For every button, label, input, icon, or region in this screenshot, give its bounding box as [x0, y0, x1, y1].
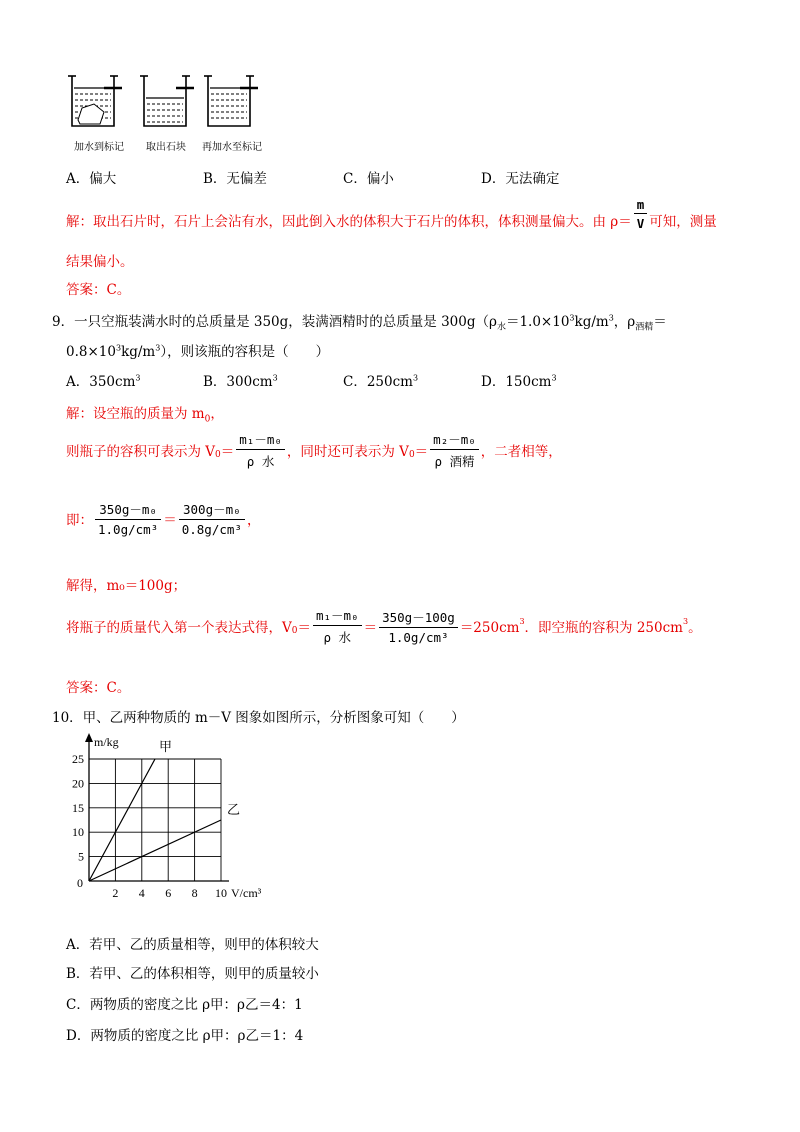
series-name-label-1: 乙 — [227, 803, 241, 818]
x-tick-label-4: 4 — [138, 886, 145, 900]
q9-solution-line1: 解：设空瓶的质量为 $m_0$， — [66, 406, 224, 425]
y-tick-label-10: 10 — [72, 825, 84, 840]
y-tick-label-15: 15 — [72, 800, 84, 815]
q8-solution-text-end: 可知，测量 — [649, 214, 717, 230]
x-tick-label-8: 8 — [191, 886, 198, 900]
y-axis-label: m/kg — [94, 735, 119, 749]
q8-option-b: B．无偏差 — [203, 171, 267, 187]
q9-solution-line2: 则瓶子的容积可表示为 $V_0=$ $\frac{\text{m₁－m₀}}{\text{ρ 水}}$ ，同时还可表示为 $V_0=$ $\frac{\text{m₂－m₀}}{\text{ρ 酒精}}$ ，二者相等， — [66, 432, 562, 469]
x-tick-label-10: 10 — [215, 886, 227, 900]
series-line-0 — [89, 759, 155, 881]
beakers-figure — [66, 70, 286, 138]
q8-option-c: C．偏小 — [343, 171, 394, 187]
series-name-label-0: 甲 — [159, 740, 173, 755]
q10-option-a: A．若甲、乙的质量相等，则甲的体积较大 — [66, 937, 319, 953]
x-tick-label-6: 6 — [165, 886, 172, 900]
beaker-caption-3: 再加水至标记 — [202, 142, 262, 153]
q9-solution-line3: 即： $\frac{\text{350g－m₀}}{\text{1.0g/cm³}}$ ＝ $\frac{\text{300g－m₀}}{\text{0.8g/cm³}}$ ， — [66, 502, 261, 537]
q9-option-d: D．$150cm^3$ — [481, 373, 557, 390]
q9-option-b: B．$300cm^3$ — [203, 373, 278, 390]
beaker-3-icon — [204, 76, 258, 126]
beaker-1-icon — [68, 76, 122, 126]
q9-fraction-5: $\frac{\text{m₁－m₀}}{\text{ρ 水}}$ — [313, 606, 362, 646]
q8-solution-text: 解：取出石片时，石片上会沾有水，因此倒入水的体积大于石片的体积，体积测量偏大。由 ρ＝ — [66, 214, 632, 230]
q10-option-d: D．两物质的密度之比 ρ甲：ρ乙＝1：4 — [66, 1028, 304, 1044]
q9-answer: 答案：C。 — [66, 680, 131, 696]
q8-answer: 答案：C。 — [66, 282, 131, 298]
origin-label: 0 — [77, 876, 83, 890]
y-tick-label-20: 20 — [72, 776, 84, 791]
q8-option-d: D．无法确定 — [481, 171, 560, 187]
q9-fraction-6: $\frac{350g-100g}{\text{1.0g/cm³}}$ — [379, 608, 458, 645]
q9-option-a: A．$350cm^3$ — [66, 373, 141, 390]
q9-stem-line2: $0.8\times 10^3kg/m^3$），则该瓶的容积是（ ） — [66, 343, 330, 360]
q10-option-c: C．两物质的密度之比 ρ甲：ρ乙＝4：1 — [66, 997, 303, 1013]
chart-grid — [85, 733, 229, 881]
q9-fraction-3: $\frac{\text{350g－m₀}}{\text{1.0g/cm³}}$ — [95, 500, 161, 537]
mv-chart — [56, 728, 306, 908]
q8-solution-fraction: $\frac{m}{V}$ — [634, 197, 648, 231]
y-axis-arrow-icon — [85, 733, 93, 742]
q8-option-a: A．偏大 — [66, 171, 117, 187]
q9-fraction-4: $\frac{\text{300g－m₀}}{\text{0.8g/cm³}}$ — [179, 500, 245, 537]
y-tick-label-5: 5 — [78, 849, 84, 864]
chart-series — [89, 759, 221, 881]
x-tick-label-2: 2 — [112, 886, 119, 900]
q9-fraction-1: $\frac{\text{m₁－m₀}}{\text{ρ 水}}$ — [236, 430, 285, 470]
q8-solution-line2: 结果偏小。 — [66, 254, 134, 270]
q9-stem-line1: 9．一只空瓶装满水时的总质量是 350g，装满酒精时的总质量是 $300g(\rho_水=1.0\times 10^3kg/m^3$，$\rho_{酒精}=$ — [52, 313, 667, 333]
q9-fraction-2: $\frac{\text{m₂－m₀}}{\text{ρ 酒精}}$ — [430, 430, 479, 470]
beaker-caption-1: 加水到标记 — [74, 142, 124, 153]
y-tick-label-25: 25 — [72, 752, 84, 766]
q9-solution-line4: 解得，m₀＝100g； — [66, 578, 187, 594]
q8-solution-line1 — [66, 196, 717, 231]
x-axis-label: V/cm³ — [231, 886, 262, 900]
q9-option-c: C．$250cm^3$ — [343, 373, 419, 390]
q9-solution-line5: 将瓶子的质量代入第一个表达式得，$V_0=$ $\frac{\text{m₁－m₀}}{\text{ρ 水}}$ ＝ $\frac{350g-100g}{\text{1.0g/cm³}}$ $=250cm^3$．即空瓶的容积为 $250cm^3$。 — [66, 608, 702, 645]
series-line-1 — [89, 820, 221, 881]
beaker-caption-2: 取出石块 — [146, 142, 186, 153]
q10-option-b: B．若甲、乙的体积相等，则甲的质量较小 — [66, 966, 319, 982]
q10-stem: 10．甲、乙两种物质的 m－V 图象如图所示，分析图象可知（ ） — [52, 710, 465, 726]
beaker-2-icon — [140, 76, 194, 126]
